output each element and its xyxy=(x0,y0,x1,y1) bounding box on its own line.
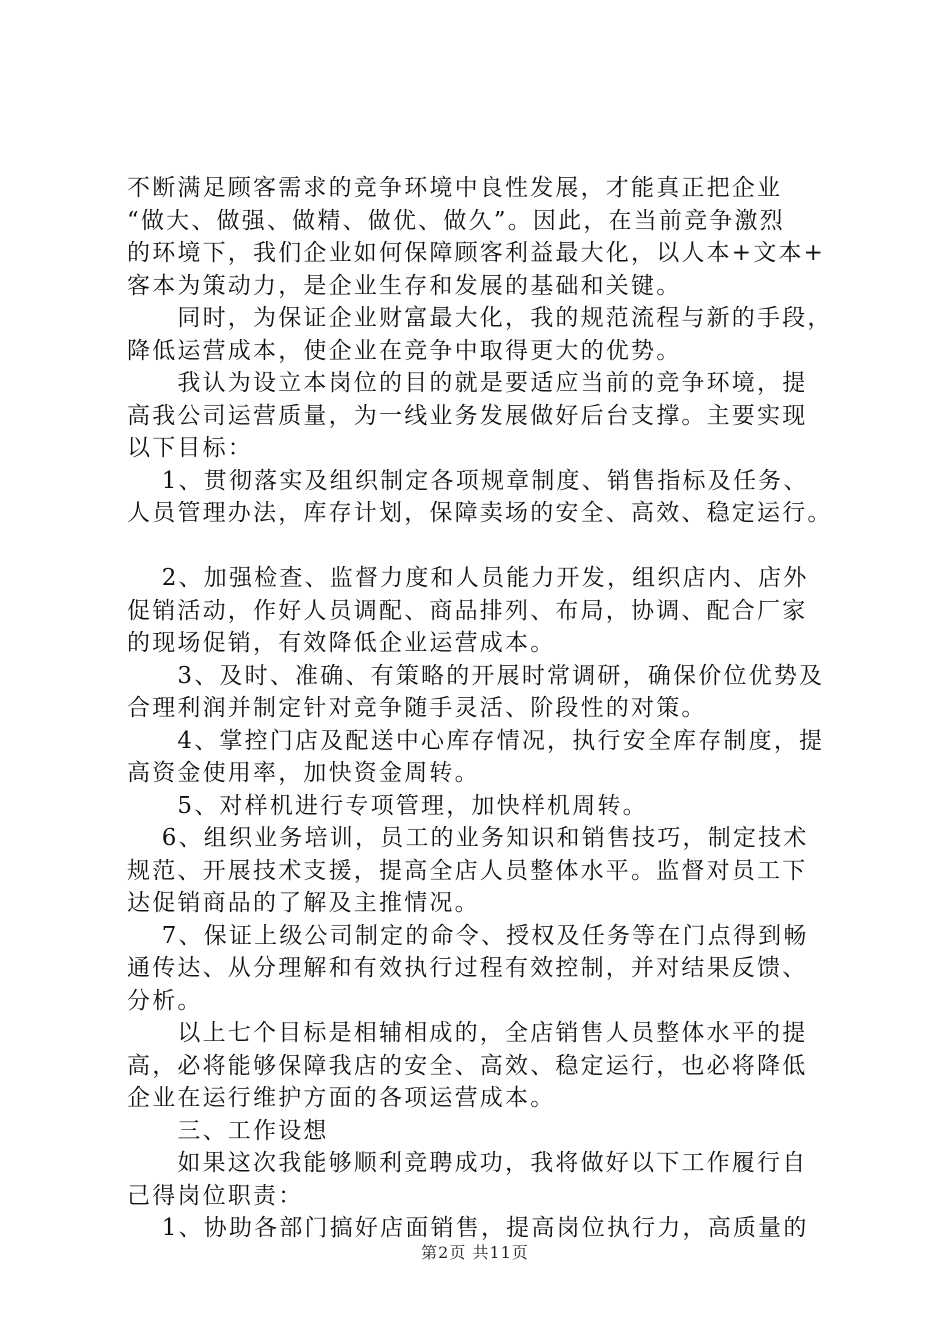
text-line: 同时，为保证企业财富最大化，我的规范流程与新的手段， xyxy=(127,305,833,331)
text-line: 高我公司运营质量，为一线业务发展做好后台支撑。主要实现 xyxy=(127,402,808,429)
text-line: 我认为设立本岗位的目的就是要适应当前的竞争环境，提 xyxy=(127,370,808,396)
text-line: 3、及时、准确、有策略的开展时常调研，确保价位优势及 xyxy=(127,662,825,689)
text-line: 以下目标： xyxy=(127,435,253,461)
text-line: 6、组织业务培训，员工的业务知识和销售技巧，制定技术 xyxy=(127,825,809,851)
text-line: 客本为策动力，是企业生存和发展的基础和关键。 xyxy=(127,272,682,299)
text-line: 达促销商品的了解及主推情况。 xyxy=(127,890,480,916)
text-line: 企业在运行维护方面的各项运营成本。 xyxy=(127,1085,556,1111)
text-line: 以上七个目标是相辅相成的，全店销售人员整体水平的提 xyxy=(127,1020,808,1046)
text-line: 高，必将能够保障我店的安全、高效、稳定运行，也必将降低 xyxy=(127,1052,808,1079)
text-line: 促销活动，作好人员调配、商品排列、布局，协调、配合厂家 xyxy=(127,597,808,624)
text-line: 的现场促销，有效降低企业运营成本。 xyxy=(127,630,556,656)
text-line: 不断满足顾客需求的竞争环境中良性发展，才能真正把企业 xyxy=(127,175,783,201)
text-line: 人员管理办法，库存计划，保障卖场的安全、高效、稳定运行。 xyxy=(127,500,833,526)
text-line: 规范、开展技术支援，提高全店人员整体水平。监督对员工下 xyxy=(127,857,808,884)
text-line: 1、贯彻落实及组织制定各项规章制度、销售指标及任务、 xyxy=(127,467,809,494)
text-line: 合理利润并制定针对竞争随手灵活、阶段性的对策。 xyxy=(127,695,707,721)
text-line: 5、对样机进行专项管理，加快样机周转。 xyxy=(127,792,648,819)
text-line: 如果这次我能够顺利竞聘成功，我将做好以下工作履行自 xyxy=(127,1150,808,1176)
text-line: 分析。 xyxy=(127,987,203,1014)
section-heading: 三、工作设想 xyxy=(127,1117,329,1144)
blank-line xyxy=(127,530,837,563)
text-line: 2、加强检查、监督力度和人员能力开发，组织店内、店外 xyxy=(127,565,809,591)
text-line: 高资金使用率，加快资金周转。 xyxy=(127,760,480,786)
document-body xyxy=(127,172,837,1245)
text-line: 通传达、从分理解和有效执行过程有效控制，并对结果反馈、 xyxy=(127,955,808,981)
page-number-footer: 第2页 共11页 xyxy=(421,1243,529,1262)
text-line: 的环境下，我们企业如何保障顾客利益最大化，以人本+文本+ xyxy=(127,240,826,266)
text-line: 降低运营成本，使企业在竞争中取得更大的优势。 xyxy=(127,337,682,364)
text-line: “做大、做强、做精、做优、做久”。因此，在当前竞争激烈 xyxy=(127,207,785,234)
text-line: 7、保证上级公司制定的命令、授权及任务等在门点得到畅 xyxy=(127,922,809,949)
text-line: 1、协助各部门搞好店面销售，提高岗位执行力，高质量的 xyxy=(127,1215,809,1241)
text-line: 己得岗位职责： xyxy=(127,1182,304,1209)
text-line: 4、掌控门店及配送中心库存情况，执行安全库存制度，提 xyxy=(127,727,825,754)
